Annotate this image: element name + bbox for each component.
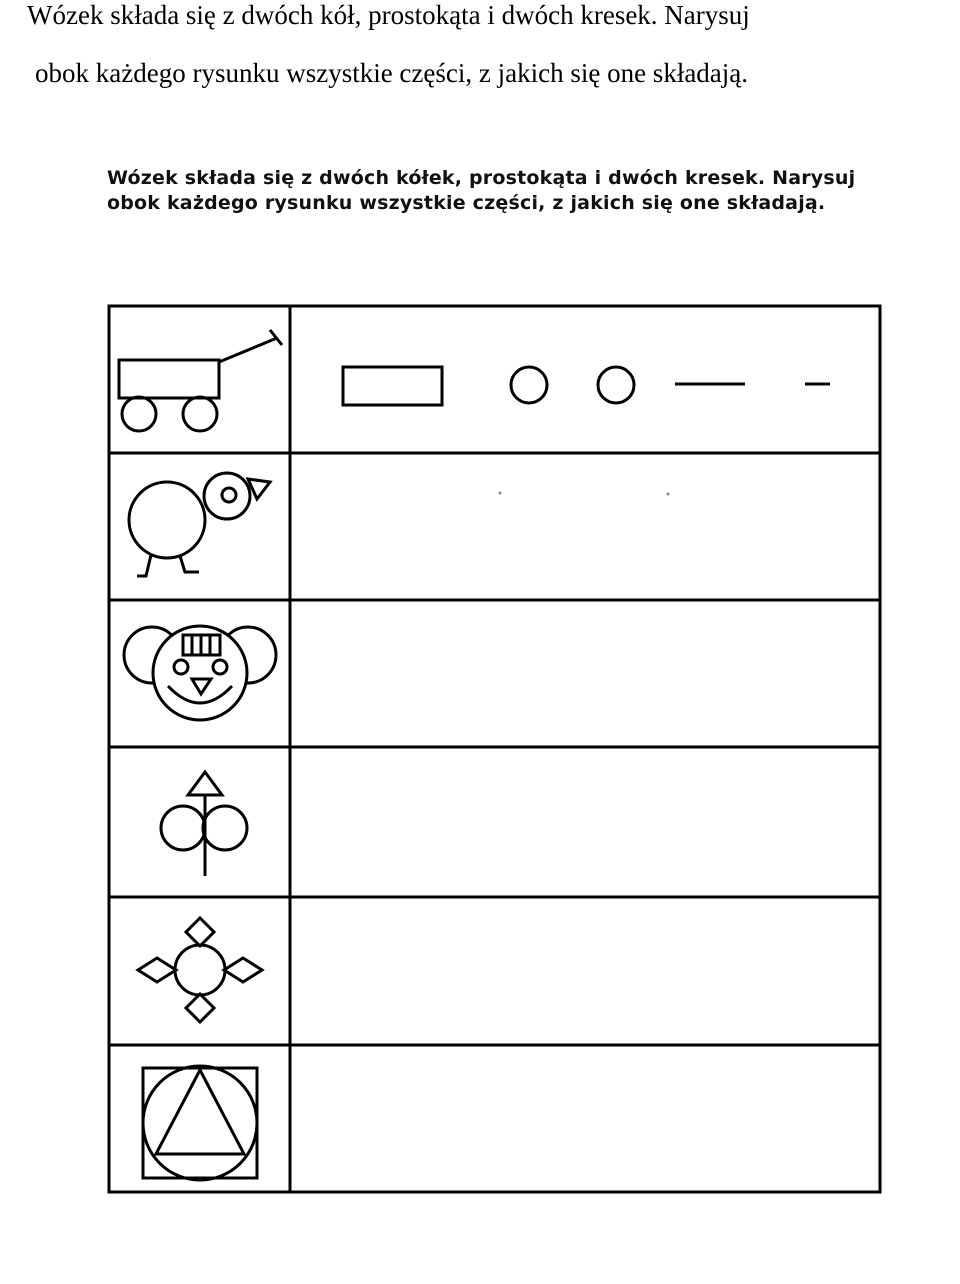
square-circle-triangle-icon [143,1066,257,1180]
instruction-line-1: Wózek składa się z dwóch kół, prostokąta i dwóch kresek. Narysuj [27,0,750,30]
scanned-instruction-line-2: obok każdego rysunku wszystkie części, z jakich się one składają. [107,192,826,214]
wagon-icon [119,330,282,431]
table-frame [109,306,880,1192]
scanned-instruction-line-1: Wózek składa się z dwóch kółek, prostokąta i dwóch kresek. Narysuj [107,167,856,189]
bird-icon [129,473,270,576]
diamond-flower-icon [138,918,262,1022]
wheel-part [598,367,634,403]
bear-face-icon [124,626,276,720]
flower-icon [161,772,247,876]
wheel-part [511,367,547,403]
rectangle-part [343,367,442,405]
wagon-parts-example [343,367,830,405]
instruction-line-2: obok każdego rysunku wszystkie części, z jakich się one składają. [35,58,749,88]
